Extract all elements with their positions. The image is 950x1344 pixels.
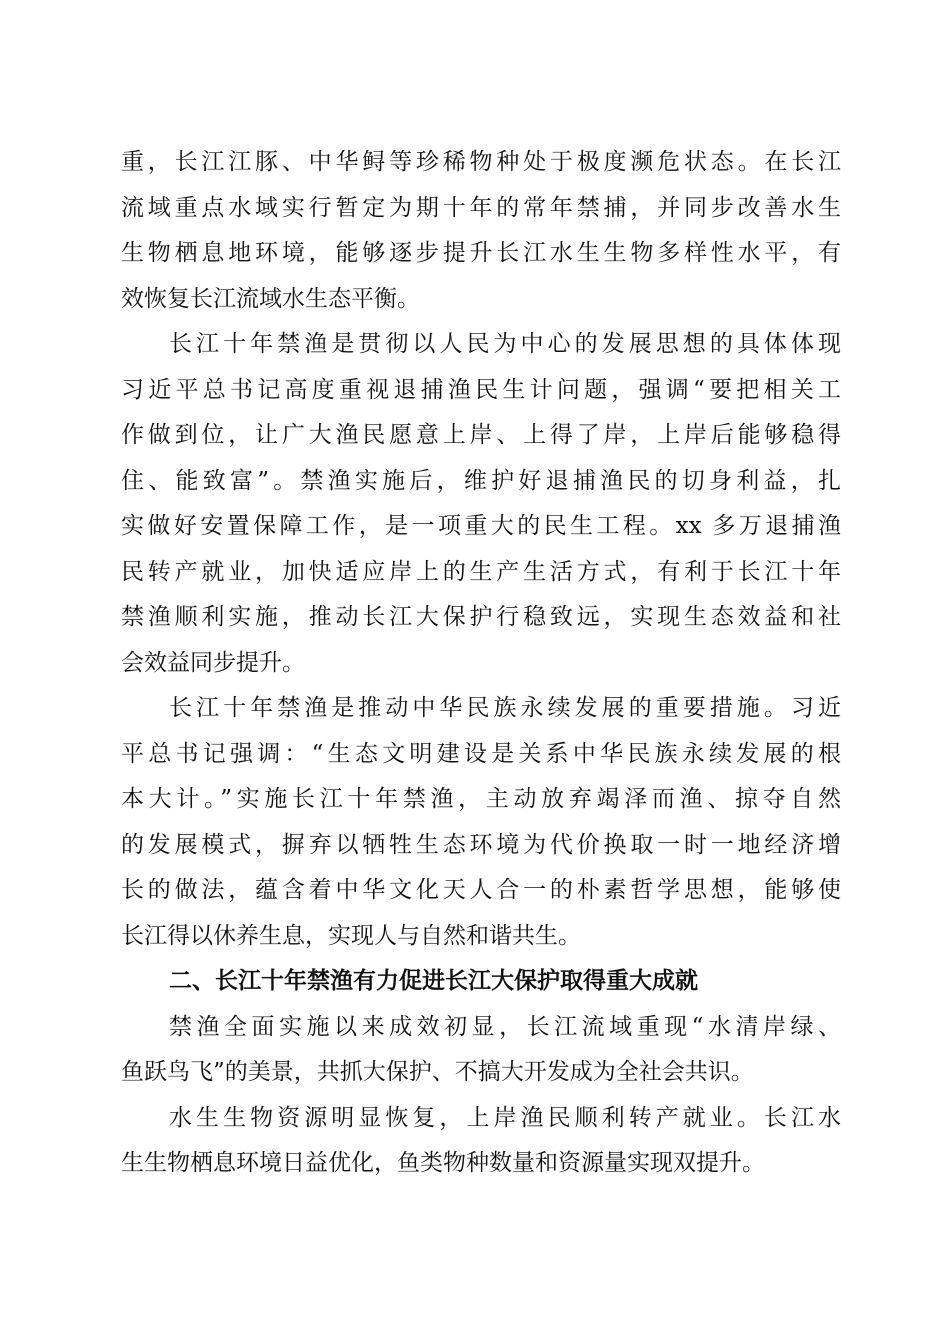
text-line: 习近平总书记高度重视退捕渔民生计问题，强调“要把相关工	[121, 376, 841, 403]
paragraph	[121, 322, 841, 686]
text-line: 长江十年禁渔是推动中华民族永续发展的重要措施。习近	[169, 695, 841, 721]
text-line: 生物栖息地环境，能够逐步提升长江水生生物多样性水平，有	[121, 240, 841, 266]
text-line: 禁渔顺利实施，推动长江大保护行稳致远，实现生态效益和社	[121, 604, 841, 630]
paragraph	[121, 140, 841, 322]
text-line: 鱼跃鸟飞”的美景，共抓大保护、不搞大开发成为全社会共识。	[121, 1059, 754, 1085]
section-heading: 二、长江十年禁渔有力促进长江大保护取得重大成就	[169, 968, 698, 994]
paragraph	[121, 686, 841, 959]
text-line: 平总书记强调：“生态文明建设是关系中华民族永续发展的根	[121, 740, 841, 767]
text-line: 会效益同步提升。	[121, 649, 305, 676]
text-line: 禁渔全面实施以来成效初显，长江流域重现“水清岸绿、	[169, 1013, 841, 1040]
paragraph	[121, 1096, 841, 1187]
text-line: 流域重点水域实行暂定为期十年的常年禁捕，并同步改善水生	[121, 194, 841, 221]
paragraph	[121, 1005, 841, 1096]
text-line: 的发展模式，摒弃以牺牲生态环境为代价换取一时一地经济增	[121, 831, 841, 858]
text-line: 长江十年禁渔是贯彻以人民为中心的发展思想的具体体现	[169, 331, 841, 357]
text-line: 生生物栖息环境日益优化，鱼类物种数量和资源量实现双提升。	[121, 1150, 765, 1176]
text-line: 长的做法，蕴含着中华文化天人合一的朴素哲学思想，能够使	[121, 877, 841, 903]
text-line: 住、能致富”。禁渔实施后，维护好退捕渔民的切身利益，扎	[121, 467, 841, 494]
text-line: 作做到位，让广大渔民愿意上岸、上得了岸，上岸后能够稳得	[121, 422, 841, 448]
text-line: 效恢复长江流域水生态平衡。	[121, 285, 420, 312]
text-line: 本大计。”实施长江十年禁渔，主动放弃竭泽而渔、掠夺自然	[121, 786, 841, 812]
document-body	[121, 140, 841, 1187]
text-line: 重，长江江豚、中华鲟等珍稀物种处于极度濒危状态。在长江	[121, 149, 841, 175]
text-line: 民转产就业，加快适应岸上的生产生活方式，有利于长江十年	[121, 558, 841, 585]
text-line: 长江得以休养生息，实现人与自然和谐共生。	[121, 922, 581, 949]
text-line: 水生生物资源明显恢复，上岸渔民顺利转产就业。长江水	[169, 1104, 841, 1131]
text-line: 实做好安置保障工作，是一项重大的民生工程。xx 多万退捕渔	[121, 513, 841, 539]
